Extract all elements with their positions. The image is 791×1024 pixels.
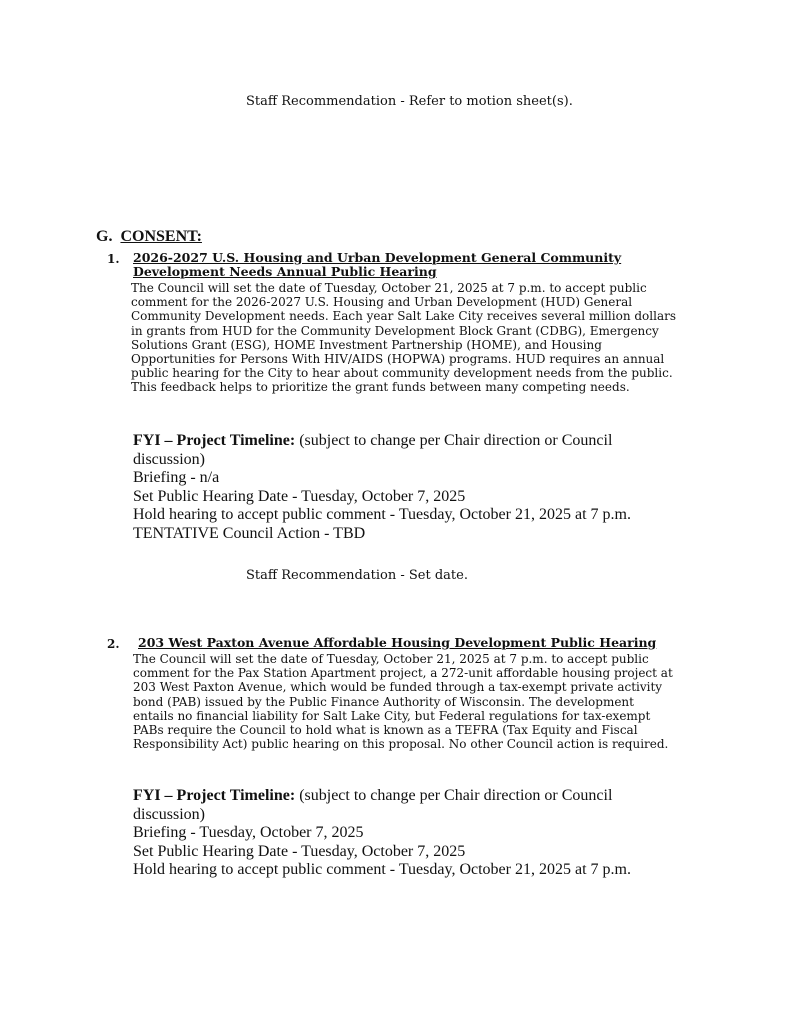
- description-line: 203 West Paxton Avenue, which would be funded through a tax-exempt private activity: [133, 680, 663, 695]
- description-line: Solutions Grant (ESG), HOME Investment Partnership (HOME), and Housing: [131, 337, 602, 352]
- timeline-entry: Hold hearing to accept public comment - Tuesday, October 21, 2025 at 7 p.m.: [133, 861, 631, 879]
- item-1-number: 1.: [107, 252, 120, 266]
- timeline-entry: Hold hearing to accept public comment - Tuesday, October 21, 2025 at 7 p.m.: [133, 506, 631, 524]
- timeline-entry: TENTATIVE Council Action - TBD: [133, 524, 366, 542]
- timeline-entry: Set Public Hearing Date - Tuesday, October 7, 2025: [133, 487, 466, 505]
- description-line: Opportunities for Persons With HIV/AIDS (HOPWA) programs. HUD requires an annual: [131, 351, 665, 366]
- item-2-timeline: [133, 787, 631, 880]
- item-1-title-line: Development Needs Annual Public Hearing: [133, 264, 437, 279]
- description-line: This feedback helps to prioritize the grant funds between many competing needs.: [131, 380, 630, 395]
- item-1-description: [131, 281, 676, 395]
- item-2-title: [138, 636, 656, 650]
- fyi-note: (subject to change per Chair direction or Council: [299, 432, 613, 449]
- item-1-title: [133, 251, 621, 279]
- section-title: CONSENT:: [120, 228, 202, 245]
- description-line: entails no financial liability for Salt Lake City, but Federal regulations for tax-exempt: [133, 708, 651, 723]
- description-line: public hearing for the City to hear about community development needs from the public.: [131, 366, 673, 381]
- fyi-label: FYI – Project Timeline:: [133, 787, 296, 804]
- item-1-title-line: 2026-2027 U.S. Housing and Urban Development General Community: [133, 250, 622, 265]
- timeline-entry: Briefing - Tuesday, October 7, 2025: [133, 824, 364, 842]
- description-line: bond (PAB) issued by the Public Finance Authority of Wisconsin. The development: [133, 694, 634, 709]
- item-2-title-line: 203 West Paxton Avenue Affordable Housing Development Public Hearing: [138, 635, 657, 650]
- section-letter: G.: [96, 228, 113, 245]
- description-line: Responsibility Act) public hearing on this proposal. No other Council action is required.: [133, 737, 669, 752]
- timeline-entry: Briefing - n/a: [133, 469, 220, 487]
- description-line: The Council will set the date of Tuesday, October 21, 2025 at 7 p.m. to accept public: [133, 652, 649, 666]
- staff-recommendation-top: Staff Recommendation - Refer to motion sheet(s).: [246, 94, 573, 109]
- fyi-label: FYI – Project Timeline:: [133, 432, 296, 449]
- timeline-entry: Set Public Hearing Date - Tuesday, October 7, 2025: [133, 842, 466, 860]
- item-2-description: [133, 652, 673, 751]
- fyi-note-cont: discussion): [133, 805, 205, 823]
- fyi-note: (subject to change per Chair direction or Council: [299, 787, 613, 804]
- description-line: comment for the 2026-2027 U.S. Housing and Urban Development (HUD) General: [131, 295, 633, 310]
- description-line: in grants from HUD for the Community Development Block Grant (CDBG), Emergency: [131, 323, 659, 338]
- description-line: The Council will set the date of Tuesday, October 21, 2025 at 7 p.m. to accept public: [131, 281, 647, 295]
- staff-recommendation-item-1: Staff Recommendation - Set date.: [246, 568, 468, 583]
- description-line: Community Development needs. Each year Salt Lake City receives several million dollars: [131, 309, 676, 324]
- item-1-timeline: [133, 432, 631, 544]
- fyi-note-cont: discussion): [133, 450, 205, 468]
- section-heading: [96, 228, 202, 246]
- description-line: PABs require the Council to hold what is known as a TEFRA (Tax Equity and Fiscal: [133, 722, 638, 737]
- description-line: comment for the Pax Station Apartment project, a 272-unit affordable housing project at: [133, 666, 673, 681]
- item-2-number: 2.: [107, 637, 120, 651]
